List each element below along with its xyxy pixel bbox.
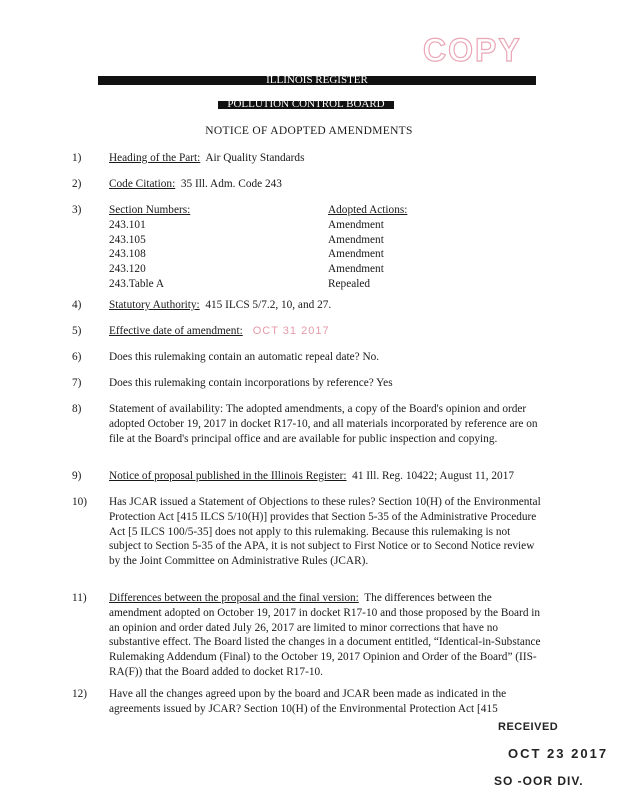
section-number: 243.Table A bbox=[109, 277, 165, 290]
section-row bbox=[109, 277, 541, 292]
item-label: Effective date of amendment: bbox=[109, 325, 243, 337]
section-action: Amendment bbox=[328, 263, 384, 276]
item-label: Notice of proposal published in the Illinois Register: bbox=[109, 470, 347, 482]
item-value: Air Quality Standards bbox=[205, 152, 305, 164]
item-text: Has JCAR issued a Statement of Objections to these rules? Section 10(H) of the Environmental Protection Act [415 ILCS 5/10(H)] provides that Section 5-35 of the Administrative Procedure Act [5 ILCS 100/5-35] does not apply to this rulemaking. Because this rulemaking is not subject to Section 5-35 of the APA, it is not subject to First Notice or to Second Notice review by the Joint Committee on Administrative Rules (JCAR). bbox=[109, 496, 541, 568]
item-number: 1) bbox=[72, 152, 82, 164]
notice-title: NOTICE OF ADOPTED AMENDMENTS bbox=[205, 125, 413, 137]
received-stamp: RECEIVED bbox=[498, 721, 559, 733]
item-text: Does this rulemaking contain an automatic repeal date? No. bbox=[109, 351, 380, 363]
register-header-bar bbox=[98, 76, 536, 85]
item-text: Have all the changes agreed upon by the board and JCAR been made as indicated in the agreements issued by JCAR? Section 10(H) of the Environmental Protection Act [415 bbox=[109, 688, 507, 715]
item-label: Statutory Authority: bbox=[109, 299, 200, 311]
item-number: 10) bbox=[72, 496, 88, 508]
section-number: 243.101 bbox=[109, 218, 146, 231]
section-row bbox=[109, 218, 541, 233]
section-row bbox=[109, 262, 541, 277]
item-number: 5) bbox=[72, 325, 82, 337]
item-number: 6) bbox=[72, 351, 82, 363]
item-text: The differences between the amendment adopted on October 19, 2017 in docket R17-10 and those proposed by the Board in an opinion and order dated July 26, 2017 are limited to minor corrections that have no substantive effect. The Board listed the changes in a document entitled, “Identical-in-Substance Rulemaking Addendum (Final) to the October 19, 2017 Opinion and Order of the Board” (IIS-RA(F)) that the Board added to docket R17-10. bbox=[109, 592, 541, 678]
item-number: 9) bbox=[72, 470, 82, 482]
item-number: 2) bbox=[72, 178, 82, 190]
copy-stamp: COPY bbox=[423, 32, 522, 68]
section-action: Repealed bbox=[328, 277, 371, 290]
section-numbers-label: Section Numbers: bbox=[109, 204, 191, 216]
section-row bbox=[109, 247, 541, 262]
item-label: Heading of the Part: bbox=[109, 152, 201, 164]
section-action: Amendment bbox=[328, 218, 384, 231]
register-title: ILLINOIS REGISTER bbox=[266, 74, 368, 86]
item-text: Statement of availability: The adopted amendments, a copy of the Board's opinion and order adopted October 19, 2017 in docket R17-10, and all materials incorporated by reference are on file at the Board's principal office and are available for public inspection and copying. bbox=[109, 403, 538, 445]
item-number: 4) bbox=[72, 299, 82, 311]
item-number: 12) bbox=[72, 688, 88, 700]
item-value: 415 ILCS 5/7.2, 10, and 27. bbox=[205, 299, 332, 311]
item-value: 35 Ill. Adm. Code 243 bbox=[180, 178, 282, 190]
item-label: Code Citation: bbox=[109, 178, 176, 190]
item-text: Does this rulemaking contain incorporations by reference? Yes bbox=[109, 377, 393, 389]
received-date-stamp: OCT 23 2017 bbox=[508, 746, 609, 761]
received-initials-stamp: SO -OOR DIV. bbox=[494, 774, 584, 788]
section-action: Amendment bbox=[328, 248, 384, 261]
item-number: 8) bbox=[72, 403, 82, 415]
section-action: Amendment bbox=[328, 233, 384, 246]
board-header-bar bbox=[218, 98, 394, 110]
section-number: 243.105 bbox=[109, 233, 146, 246]
item-number: 11) bbox=[72, 592, 87, 604]
item-value: 41 Ill. Reg. 10422; August 11, 2017 bbox=[352, 470, 514, 482]
section-row bbox=[109, 233, 541, 248]
item-label: Differences between the proposal and the final version: bbox=[109, 592, 359, 604]
item-number: 7) bbox=[72, 377, 82, 389]
board-title: POLLUTION CONTROL BOARD bbox=[227, 98, 385, 110]
item-number: 3) bbox=[72, 204, 82, 216]
adopted-actions-label: Adopted Actions: bbox=[328, 204, 408, 216]
effective-date-stamp: OCT 31 2017 bbox=[252, 325, 330, 337]
section-number: 243.120 bbox=[109, 263, 146, 276]
section-number: 243.108 bbox=[109, 248, 146, 261]
